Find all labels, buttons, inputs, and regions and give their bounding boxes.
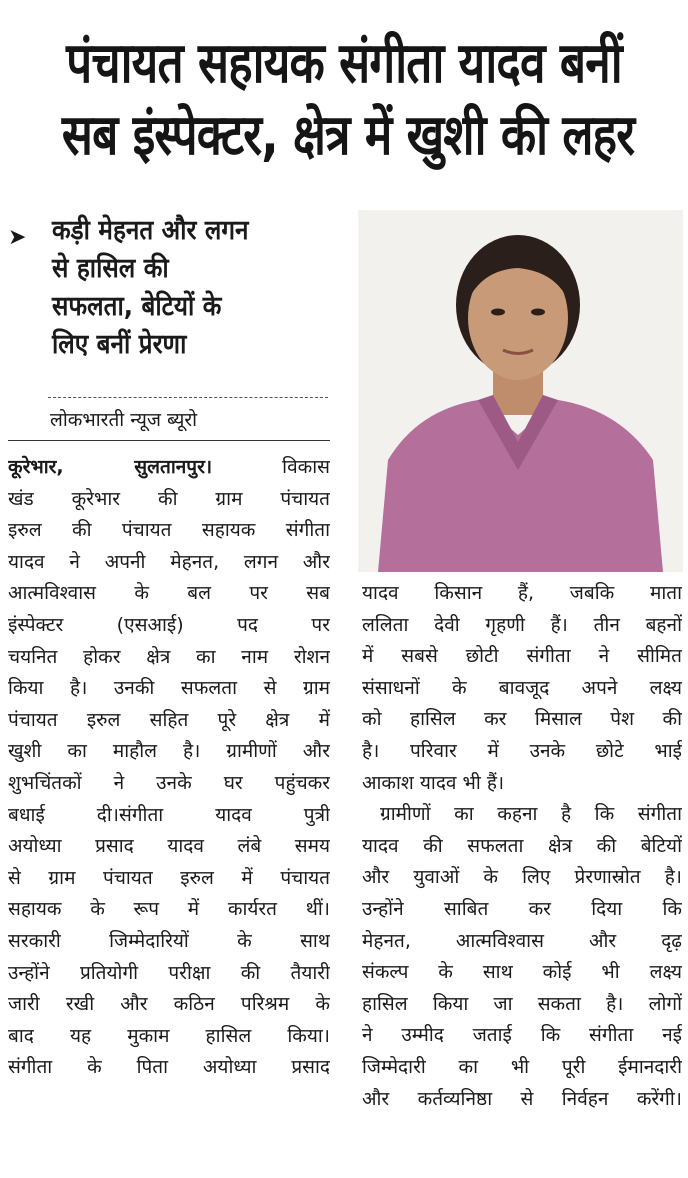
article-line: ग्रामीणों का कहना है कि संगीता (380, 803, 682, 826)
article-line: बधाई दी।संगीता यादव पुत्री (8, 803, 330, 826)
article-line: खुशी का माहौल है। ग्रामीणों और (8, 740, 330, 763)
divider (8, 440, 330, 441)
article-line: हासिल किया जा सकता है। लोगों (362, 992, 682, 1015)
article-line: सरकारी जिम्मेदारियों के साथ (8, 929, 330, 952)
headline (61, 28, 635, 172)
article-line: सहायक के रूप में कार्यरत थीं। (8, 898, 330, 921)
article-line: है। परिवार में उनके छोटे भाई (362, 739, 682, 762)
portrait-illustration (358, 210, 683, 572)
subheadline-line: लिए बनीं प्रेरणा (52, 329, 187, 360)
article-line: यादव की सफलता क्षेत्र की बेटियों (362, 834, 682, 857)
article-line (8, 452, 330, 484)
article-line: इंस्पेक्टर (एसआई) पद पर (8, 613, 330, 636)
article-line: ने उम्मीद जताई कि संगीता नई (362, 1024, 682, 1047)
byline: लोकभारती न्यूज ब्यूरो (50, 409, 198, 431)
article-line: चयनित होकर क्षेत्र का नाम रोशन (8, 645, 330, 668)
article-line: आत्मविश्वास के बल पर सब (8, 582, 330, 605)
portrait-photo (358, 210, 683, 572)
article-line: ललिता देवी गृहणी हैं। तीन बहनों (362, 613, 682, 636)
divider-dashed (48, 397, 328, 398)
article-line: बाद यह मुकाम हासिल किया। (8, 1024, 330, 1047)
article-line: को हासिल कर मिसाल पेश की (362, 708, 682, 731)
subheadline-line: कड़ी मेहनत और लगन (52, 215, 249, 246)
article-line: और युवाओं के लिए प्रेरणास्रोत है। (362, 866, 682, 889)
subheadline-line: से हासिल की (52, 253, 169, 284)
article-line: उन्होंने प्रतियोगी परीक्षा की तैयारी (8, 961, 330, 984)
article-line: इरुल की पंचायत सहायक संगीता (8, 519, 330, 542)
article-column-2 (362, 578, 682, 1115)
article-line: से ग्राम पंचायत इरुल में पंचायत (8, 866, 330, 889)
article-line: में सबसे छोटी संगीता ने सीमित (362, 645, 682, 668)
article-line: यादव किसान हैं, जबकि माता (362, 582, 682, 604)
article-line: संगीता के पिता अयोध्या प्रसाद (8, 1056, 330, 1079)
article-line: संसाधनों के बावजूद अपने लक्ष्य (362, 676, 682, 699)
dateline: कूरेभार, सुलतानपुर। (8, 456, 213, 478)
subheadline-text (52, 212, 313, 364)
article-line: शुभचिंतकों ने उनके घर पहुंचकर (8, 771, 330, 794)
article-line: उन्होंने साबित कर दिया कि (362, 897, 682, 920)
article-line: पंचायत इरुल सहित पूरे क्षेत्र में (8, 708, 330, 731)
article-line: जिम्मेदारी का भी पूरी ईमानदारी (362, 1055, 682, 1078)
article-line: यादव ने अपनी मेहनत, लगन और (8, 550, 330, 573)
article-line: जारी रखी और कठिन परिश्रम के (8, 993, 330, 1016)
subheadline-line: सफलता, बेटियों के (52, 291, 222, 322)
article-line: मेहनत, आत्मविश्वास और दृढ़ (362, 929, 682, 952)
chevron-right-icon: ➤ (8, 225, 27, 250)
article-line: संकल्प के साथ कोई भी लक्ष्य (362, 961, 682, 984)
article-line: किया है। उनकी सफलता से ग्राम (8, 677, 330, 700)
headline-line-2: सब इंस्पेक्टर, क्षेत्र में खुशी की लहर (61, 103, 635, 168)
article-line: आकाश यादव भी हैं। (362, 771, 505, 794)
article-column-1 (8, 452, 330, 1084)
article-line: खंड कूरेभार की ग्राम पंचायत (8, 487, 330, 510)
headline-line-1: पंचायत सहायक संगीता यादव बनीं (66, 31, 622, 96)
article-line: अयोध्या प्रसाद यादव लंबे समय (8, 835, 330, 858)
article-line-text: विकास (282, 456, 330, 478)
article-line: और कर्तव्यनिष्ठा से निर्वहन करेंगी। (362, 1087, 682, 1110)
